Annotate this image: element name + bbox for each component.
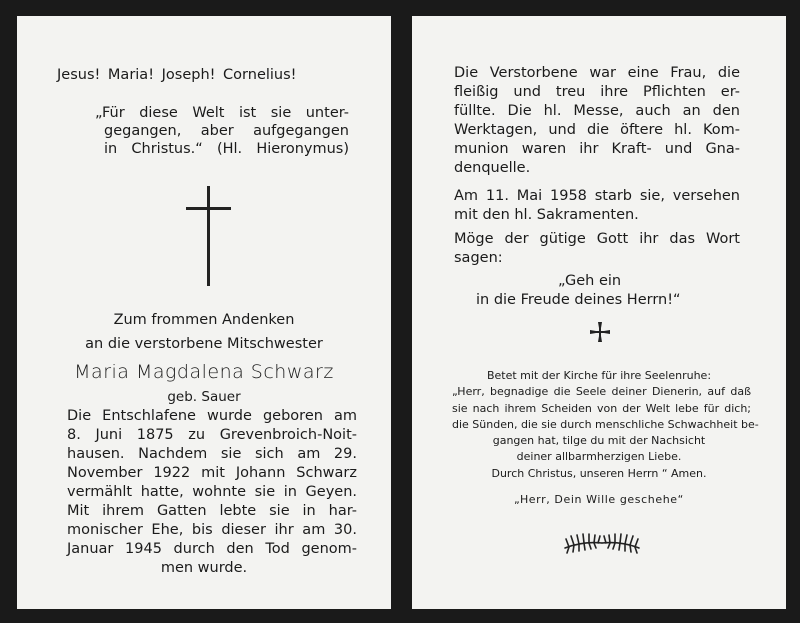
right-page	[412, 16, 786, 609]
para1-line-5: munion waren ihr Kraft- und Gna-	[454, 141, 740, 157]
bio-line-7: monischer Ehe, bis dieser ihr am 30.	[67, 522, 357, 538]
bio-line-1: Die Entschlafene wurde geboren am	[67, 408, 357, 424]
para3-line-1: Möge der gütige Gott ihr das Wort	[454, 231, 740, 247]
para1-line-6: denquelle.	[454, 160, 531, 176]
bio-line-5: vermählt hatte, wohnte sie in Geyen.	[67, 484, 357, 500]
para1-line-4: Werktagen, und die öftere hl. Kom-	[454, 122, 740, 138]
left-page	[17, 16, 391, 609]
memorial-line-2: an die verstorbene Mitschwester	[85, 336, 323, 352]
quote-line-2: gegangen, aber aufgegangen	[104, 123, 349, 139]
quote-line-2: in die Freude deines Herrn!“	[476, 292, 681, 308]
quote-line-3: in Christus.“ (Hl. Hieronymus)	[104, 141, 349, 157]
bio-line-2: 8. Juni 1875 zu Grevenbroich-Noit-	[67, 427, 357, 443]
maiden-name: geb. Sauer	[167, 389, 241, 405]
para2-line-1: Am 11. Mai 1958 starb sie, versehen	[454, 188, 740, 204]
closing-line: „Herr, Dein Wille geschehe“	[514, 493, 684, 506]
para1-line-1: Die Verstorbene war eine Frau, die	[454, 65, 740, 81]
iron-cross-icon	[588, 320, 612, 344]
bio-line-3: hausen. Nachdem sie sich am 29.	[67, 446, 357, 462]
prayer-line-3: sie nach ihrem Scheiden von der Welt lebe für dich;	[452, 402, 751, 415]
bio-line-9: men wurde.	[160, 560, 248, 576]
deceased-name: Maria Magdalena Schwarz	[74, 361, 334, 383]
para3-line-2: sagen:	[454, 250, 503, 266]
prayer-line-5: gangen hat, tilge du mit der Nachsicht	[492, 434, 706, 447]
bio-line-8: Januar 1945 durch den Tod genom-	[67, 541, 357, 557]
quote-line-1: „Für diese Welt ist sie unter-	[95, 105, 349, 121]
memorial-line-1: Zum frommen Andenken	[113, 312, 295, 328]
invocation: Jesus! Maria! Joseph! Cornelius!	[57, 67, 297, 83]
bio-line-6: Mit ihrem Gatten lebte sie in har-	[67, 503, 357, 519]
para1-line-2: fleißig und treu ihre Pflichten er-	[454, 84, 740, 100]
prayer-line-7: Durch Christus, unseren Herrn “ Amen.	[491, 467, 707, 480]
para1-line-3: füllte. Die hl. Messe, auch an den	[454, 103, 740, 119]
latin-cross-icon	[180, 184, 240, 294]
prayer-line-6: deiner allbarmherzigen Liebe.	[516, 450, 682, 463]
prayer-line-1: Betet mit der Kirche für ihre Seelenruhe:	[486, 369, 712, 382]
bio-line-4: November 1922 mit Johann Schwarz	[67, 465, 357, 481]
palm-branches-icon	[561, 528, 643, 556]
prayer-line-2: „Herr, begnadige die Seele deiner Dienerin, auf daß	[452, 385, 751, 398]
para2-line-2: mit den hl. Sakramenten.	[454, 207, 639, 223]
quote-line-1: „Geh ein	[558, 273, 622, 289]
prayer-line-4: die Sünden, die sie durch menschliche Schwachheit be-	[452, 418, 759, 431]
